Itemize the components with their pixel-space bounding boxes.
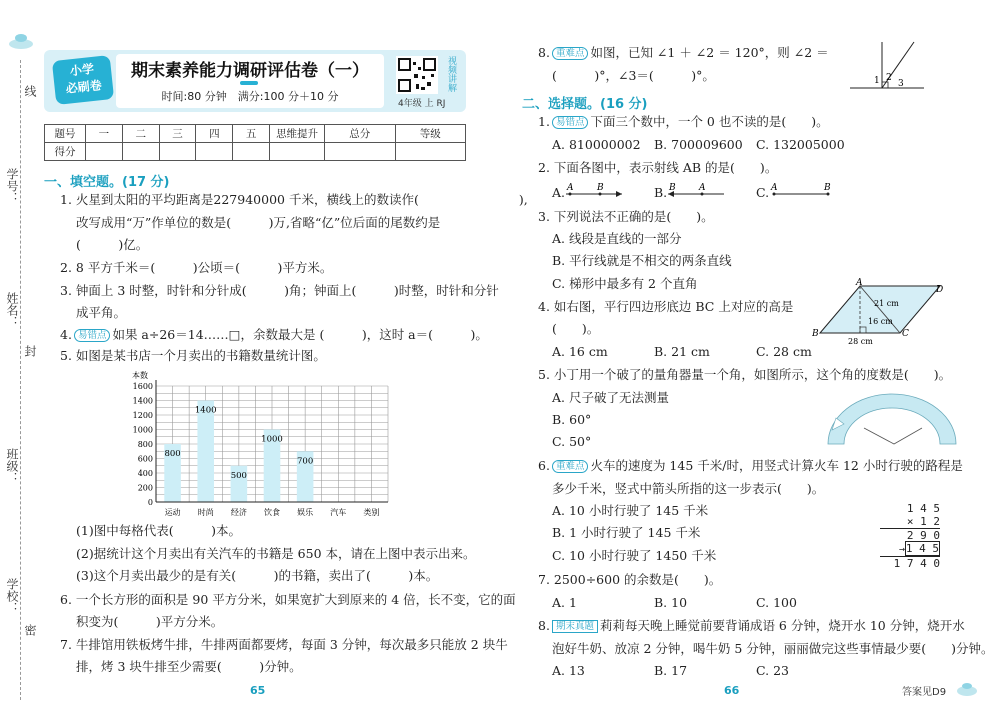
bar-value-label: 1000: [261, 434, 283, 445]
choice-6-option-b[interactable]: B. 1 小时行驶了 145 千米: [552, 525, 701, 540]
choice-1-number: 1.: [538, 114, 550, 129]
choice-question-7: 7. 2500÷600 的余数是( )。: [538, 572, 722, 587]
bar-value-label: 800: [164, 449, 181, 459]
leaf-ornament-icon: [954, 679, 980, 699]
page-number-left: 65: [250, 684, 266, 697]
side-label-xuehao: 学号：: [5, 168, 19, 204]
side-label-xuexiao: 学校：: [5, 578, 19, 614]
question-5-part-1: (1)图中每格代表( )本。: [76, 523, 241, 538]
choice-3-option-b[interactable]: B. 平行线就是不相交的两条直线: [552, 253, 732, 268]
choice-question-8: [538, 617, 965, 634]
question-4: [60, 326, 488, 343]
y-tick-label: 1600: [132, 382, 153, 391]
qr-code-icon[interactable]: [396, 56, 438, 94]
time-info: 时间:80 分钟 满分:100 分＋10 分: [161, 90, 339, 103]
x-tick-label: 时尚: [197, 508, 214, 517]
angle-label-3: 3: [898, 79, 904, 89]
bar-value-label: 500: [230, 470, 247, 481]
question-7-line-1: 7. 牛排馆用铁板烤牛排，牛排两面都要烤，每面 3 分钟，每次最多只能放 2 块牛: [60, 637, 508, 652]
calc-line: 1 7 4 0: [893, 557, 940, 570]
choice-4-option-c[interactable]: C. 28 cm: [756, 344, 812, 359]
ray-figure-b: [666, 182, 726, 200]
choice-8-option-b[interactable]: B. 17: [654, 663, 688, 678]
choice-1-option-a[interactable]: A. 810000002: [552, 137, 641, 152]
question-6-line-1: 6. 一个长方形的面积是 90 平方分米，如果宽扩大到原来的 4 倍，长不变，它的面: [60, 592, 516, 607]
y-tick-label: 800: [137, 440, 153, 449]
ray-label-b: B: [597, 183, 604, 193]
table-cell: 题号: [45, 125, 86, 143]
measure-28cm: 28 cm: [848, 337, 873, 346]
x-tick-label: 娱乐: [297, 508, 314, 517]
x-tick-label: 饮食: [264, 508, 280, 517]
side-label-mi: 密: [23, 624, 37, 636]
choice-2-option-a[interactable]: A.: [552, 185, 566, 200]
y-axis-label: 本数: [132, 371, 148, 380]
title-divider: [240, 81, 258, 85]
measure-21cm: 21 cm: [874, 299, 899, 308]
ray-label-a: A: [699, 183, 706, 193]
title-banner: [44, 50, 466, 112]
choice-2-option-b[interactable]: B.: [654, 185, 668, 200]
choice-6-option-c[interactable]: C. 10 小时行驶了 1450 千米: [552, 548, 717, 563]
question-3-line-2: 成平角。: [76, 305, 127, 320]
vertex-b: B: [812, 329, 819, 339]
table-cell: 五: [233, 125, 270, 143]
y-tick-label: 600: [137, 454, 153, 464]
choice-5-option-b[interactable]: B. 60°: [552, 412, 592, 427]
question-1-line-1: 1. 火星到太阳的平均距离是227940000 千米，横线上的数读作( ),: [60, 192, 528, 207]
table-cell[interactable]: [159, 143, 196, 161]
table-cell: 二: [122, 125, 159, 143]
tag-badge: 易错点: [74, 329, 111, 342]
table-cell: 一: [86, 125, 123, 143]
angle-figure: [848, 36, 928, 94]
leaf-ornament-icon: [6, 30, 36, 52]
question-4-number: 4.: [60, 327, 72, 342]
ray-label-b: B: [669, 183, 676, 193]
choice-8-number: 8.: [538, 618, 550, 633]
y-tick-label: 1400: [132, 396, 153, 406]
question-8-number: 8.: [538, 45, 550, 60]
score-table-row: [45, 143, 466, 161]
brand-logo: [52, 55, 114, 105]
tag-badge: 重难点: [552, 460, 589, 473]
logo-line-2: 必刷卷: [65, 78, 103, 96]
choice-7-option-c[interactable]: C. 100: [756, 595, 797, 610]
choice-question-3: 3. 下列说法不正确的是( )。: [538, 209, 714, 224]
measure-16cm: 16 cm: [868, 317, 893, 326]
choice-5-option-a[interactable]: A. 尺子破了无法测量: [552, 390, 669, 405]
choice-question-1: [538, 113, 829, 130]
broken-protractor-figure: [824, 388, 960, 450]
y-tick-label: 1200: [132, 411, 153, 420]
choice-4-option-a[interactable]: A. 16 cm: [552, 344, 608, 359]
table-cell[interactable]: [270, 143, 325, 161]
table-cell[interactable]: [122, 143, 159, 161]
tag-badge: 重难点: [552, 47, 589, 60]
question-1-line-3: ( )亿。: [76, 237, 149, 252]
title-card: [116, 54, 384, 108]
question-5-part-2: (2)据统计这个月卖出有关汽车的书籍是 650 本，请在上图中表示出来。: [76, 546, 476, 561]
choice-6-line-1: 火车的速度为 145 千米/时，用竖式计算火车 12 小时行驶的路程是: [590, 458, 963, 473]
section-1-heading: 一、填空题。(17 分): [44, 175, 170, 190]
calc-line: × 1 2: [880, 515, 940, 529]
tag-badge: 易错点: [552, 116, 589, 129]
choice-1-option-b[interactable]: B. 700009600: [654, 137, 743, 152]
vertical-calculation: [880, 502, 940, 570]
section-2-heading: 二、选择题。(16 分): [522, 97, 648, 112]
table-cell: 等级: [395, 125, 466, 143]
choice-8-option-a[interactable]: A. 13: [552, 663, 585, 678]
score-table-header-row: [45, 125, 466, 143]
vertex-d: D: [936, 285, 944, 295]
choice-question-6: [538, 457, 963, 474]
ray-label-b: B: [824, 183, 831, 193]
x-tick-label: 运动: [164, 508, 181, 517]
choice-1-option-c[interactable]: C. 132005000: [756, 137, 845, 152]
question-8-line-2: ( )°，∠3＝( )°。: [552, 68, 715, 83]
parallelogram-figure: [812, 278, 948, 346]
choice-6-option-a[interactable]: A. 10 小时行驶了 145 千米: [552, 503, 709, 518]
bar-chart: [112, 364, 422, 522]
side-label-xingming: 姓名：: [5, 292, 19, 328]
question-6-line-2: 积变为( )平方分米。: [76, 614, 224, 629]
y-tick-label: 400: [137, 469, 153, 478]
choice-question-2: 2. 下面各图中，表示射线 AB 的是( )。: [538, 160, 778, 175]
angle-label-1: 1: [874, 76, 880, 86]
choice-3-option-c[interactable]: C. 梯形中最多有 2 个直角: [552, 276, 698, 291]
table-cell[interactable]: [233, 143, 270, 161]
ray-label-a: A: [771, 183, 778, 193]
choice-4-option-b[interactable]: B. 21 cm: [654, 344, 710, 359]
table-cell: 总分: [325, 125, 395, 143]
y-tick-label: 1000: [132, 425, 153, 435]
question-8-line-1: 如图，已知 ∠1 ＋ ∠2 ＝ 120°，则 ∠2 ＝: [590, 45, 829, 60]
choice-6-line-2: 多少千米，竖式中箭头所指的这一步表示( )。: [552, 481, 825, 496]
x-tick-label: 汽车: [330, 508, 347, 517]
binding-margin: [0, 0, 40, 717]
bar-value-label: 1400: [194, 405, 217, 416]
side-label-xian: 线: [23, 85, 37, 97]
table-cell: 三: [159, 125, 196, 143]
question-1-line-2: 改写成用“万”作单位的数是( )万,省略“亿”位后面的尾数约是: [76, 215, 441, 230]
question-3-line-1: 3. 钟面上 3 时整，时针和分针成( )角；钟面上( )时整，时针和分针: [60, 283, 499, 298]
choice-question-4-line-1: 4. 如右图，平行四边形底边 BC 上对应的高是: [538, 299, 794, 314]
choice-5-option-c[interactable]: C. 50°: [552, 434, 592, 449]
ray-figure-c: [770, 182, 832, 200]
logo-line-1: 小学: [69, 61, 95, 79]
bar-value-label: 700: [297, 456, 314, 467]
table-cell[interactable]: [325, 143, 395, 161]
choice-8-option-c[interactable]: C. 23: [756, 663, 789, 678]
question-7-line-2: 排，烤 3 块牛排至少需要( )分钟。: [76, 659, 302, 674]
grade-label: 4年级 上 RJ: [398, 99, 446, 109]
side-label-banji: 班级：: [5, 448, 19, 484]
choice-6-number: 6.: [538, 458, 550, 473]
video-label: 视频讲解: [446, 56, 456, 92]
y-tick-label: 0: [147, 498, 153, 507]
x-tick-label: 经济: [230, 508, 247, 517]
table-cell: 思维提升: [270, 125, 325, 143]
answer-reference: 答案见D9: [902, 687, 947, 698]
calc-highlight: 1 4 5: [905, 542, 939, 555]
calc-line: 2 9 0: [906, 529, 940, 542]
vertex-a: A: [856, 278, 863, 288]
table-cell[interactable]: [86, 143, 123, 161]
score-table: [44, 124, 466, 161]
page-number-right: 66: [724, 684, 740, 697]
x-axis-label: 类别: [363, 508, 380, 517]
vertex-c: C: [902, 329, 909, 339]
table-cell: 四: [196, 125, 233, 143]
side-label-feng: 封: [23, 345, 37, 357]
calc-line-arrow: [880, 542, 940, 557]
question-5-part-3: (3)这个月卖出最少的是有关( )的书籍，卖出了( )本。: [76, 568, 439, 583]
question-2: 2. 8 平方千米＝( )公顷＝( )平方米。: [60, 260, 333, 275]
ray-figure-a: [564, 182, 624, 200]
choice-1-text: 下面三个数中，一个 0 也不读的是( )。: [590, 114, 829, 129]
page-title: 期末素养能力调研评估卷（一）: [131, 61, 369, 81]
choice-3-option-a[interactable]: A. 线段是直线的一部分: [552, 231, 682, 246]
choice-7-option-b[interactable]: B. 10: [654, 595, 688, 610]
table-cell[interactable]: [196, 143, 233, 161]
choice-2-option-c[interactable]: C.: [756, 185, 770, 200]
angle-label-2: 2: [886, 73, 892, 83]
question-5: 5. 如图是某书店一个月卖出的书籍数量统计图。: [60, 348, 326, 363]
choice-question-4-line-2: ( )。: [552, 321, 600, 336]
right-question-8: [538, 44, 829, 61]
question-4-text: 如果 a÷26＝14……□，余数最大是 ( )，这时 a＝( )。: [112, 327, 488, 342]
table-cell: 得分: [45, 143, 86, 161]
choice-7-option-a[interactable]: A. 1: [552, 595, 577, 610]
table-cell[interactable]: [395, 143, 466, 161]
arrow-right-icon: →: [898, 544, 905, 555]
choice-question-5: 5. 小丁用一个破了的量角器量一个角，如图所示，这个角的度数是( )。: [538, 367, 952, 382]
ray-label-a: A: [567, 183, 574, 193]
choice-8-line-2: 泡好牛奶、放凉 2 分钟，喝牛奶 5 分钟，丽丽做完这些事情最少要( )分钟。: [552, 641, 994, 656]
y-tick-label: 200: [137, 483, 153, 493]
bar: [197, 401, 214, 503]
tag-badge: 期末真题: [552, 620, 598, 633]
choice-8-line-1: 莉莉每天晚上睡觉前要背诵成语 6 分钟，烧开水 10 分钟，烧开水: [599, 618, 965, 633]
calc-line: 1 4 5: [906, 502, 940, 515]
